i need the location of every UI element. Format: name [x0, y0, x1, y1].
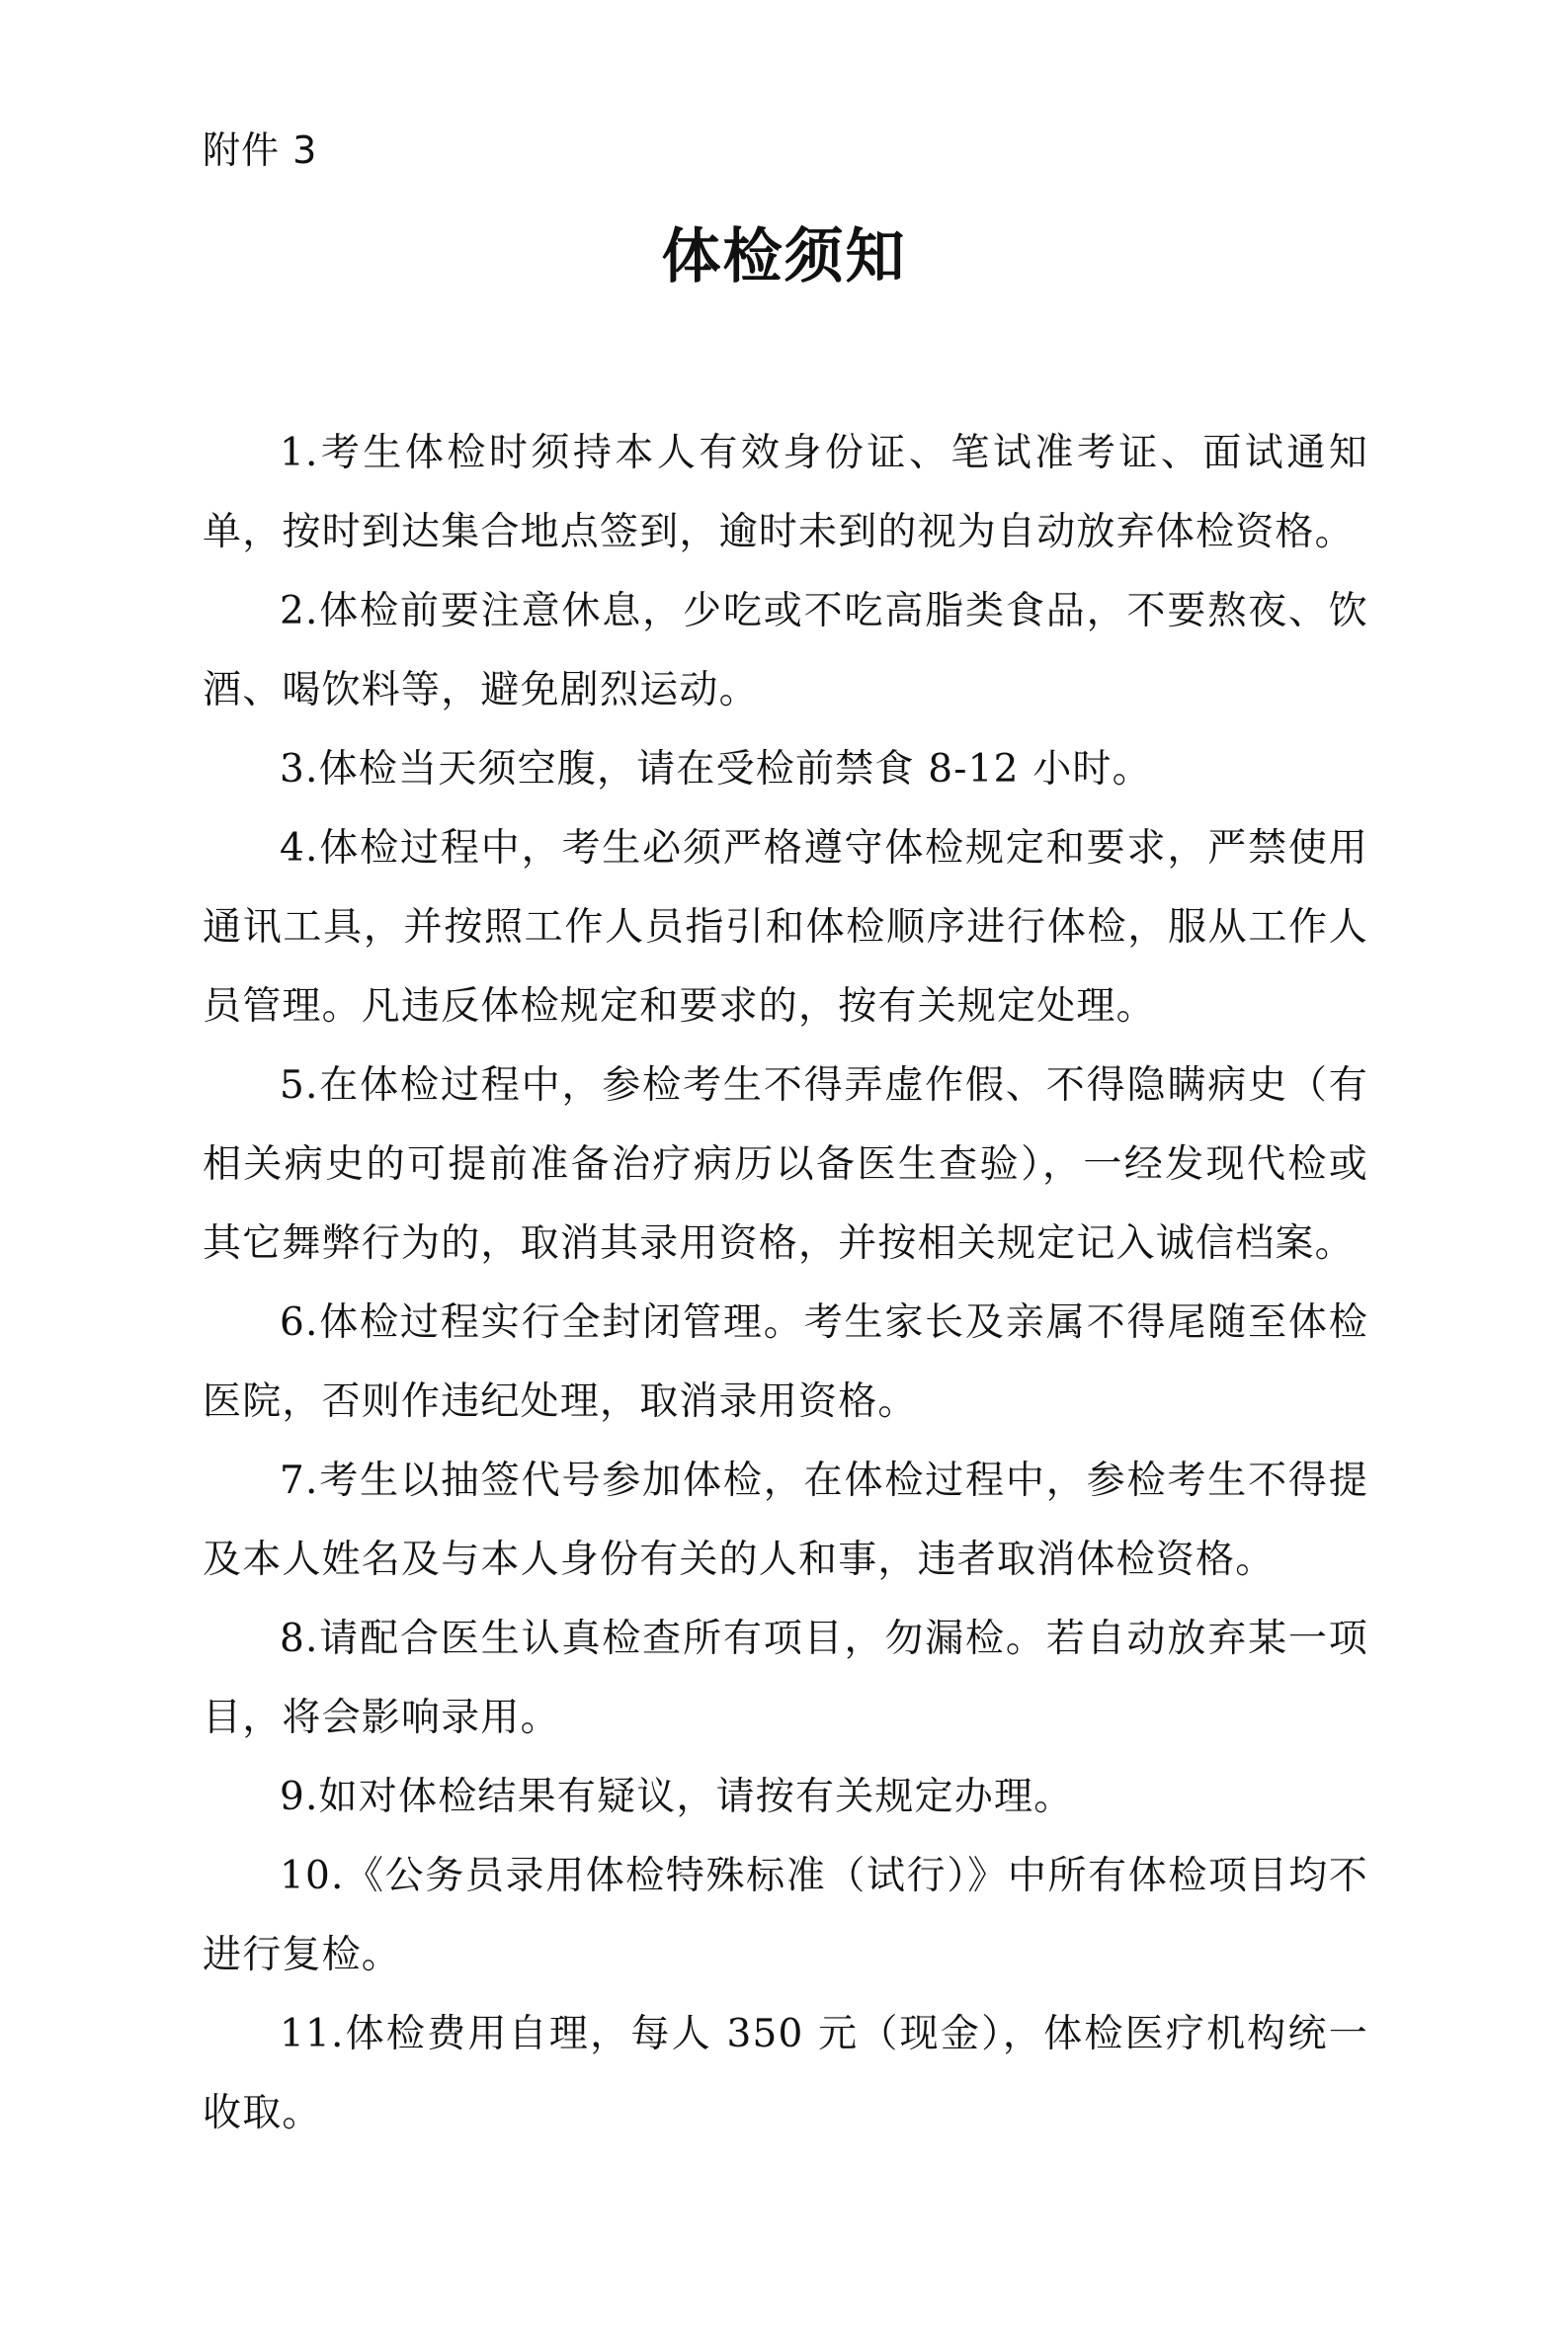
notice-item-5: 5.在体检过程中，参检考生不得弄虚作假、不得隐瞒病史（有相关病史的可提前准备治疗病历以备医生查验），一经发现代检或其它舞弊行为的，取消其录用资格，并按相关规定记入诚信档案。 [203, 1063, 1368, 1266]
notice-item-7: 7.考生以抽签代号参加体检，在体检过程中，参检考生不得提及本人姓名及与本人身份有关的人和事，违者取消体检资格。 [203, 1459, 1368, 1582]
document-title: 体检须知 [661, 222, 907, 292]
notice-item-11: 11.体检费用自理，每人 350 元（现金），体检医疗机构统一收取。 [203, 2012, 1368, 2135]
attachment-label: 附件 3 [203, 128, 318, 172]
notice-item-1: 1.考生体检时须持本人有效身份证、笔试准考证、面试通知单，按时到达集合地点签到，逾时未到的视为自动放弃体检资格。 [203, 431, 1368, 554]
notice-item-6: 6.体检过程实行全封闭管理。考生家长及亲属不得尾随至体检医院，否则作违纪处理，取消录用资格。 [203, 1300, 1368, 1424]
notice-item-10: 10.《公务员录用体检特殊标准（试行）》中所有体检项目均不进行复检。 [203, 1854, 1368, 1977]
notice-list [203, 414, 1368, 2153]
notice-item-8: 8.请配合医生认真检查所有项目，勿漏检。若自动放弃某一项目，将会影响录用。 [203, 1617, 1368, 1740]
notice-item-4: 4.体检过程中，考生必须严格遵守体检规定和要求，严禁使用通讯工具，并按照工作人员指引和体检顺序进行体检，服从工作人员管理。凡违反体检规定和要求的，按有关规定处理。 [203, 826, 1368, 1029]
notice-item-3: 3.体检当天须空腹，请在受检前禁食 8-12 小时。 [280, 747, 1152, 792]
notice-item-2: 2.体检前要注意休息，少吃或不吃高脂类食品，不要熬夜、饮酒、喝饮料等，避免剧烈运动。 [203, 589, 1368, 712]
notice-item-9: 9.如对体检结果有疑议，请按有关规定办理。 [280, 1775, 1074, 1819]
